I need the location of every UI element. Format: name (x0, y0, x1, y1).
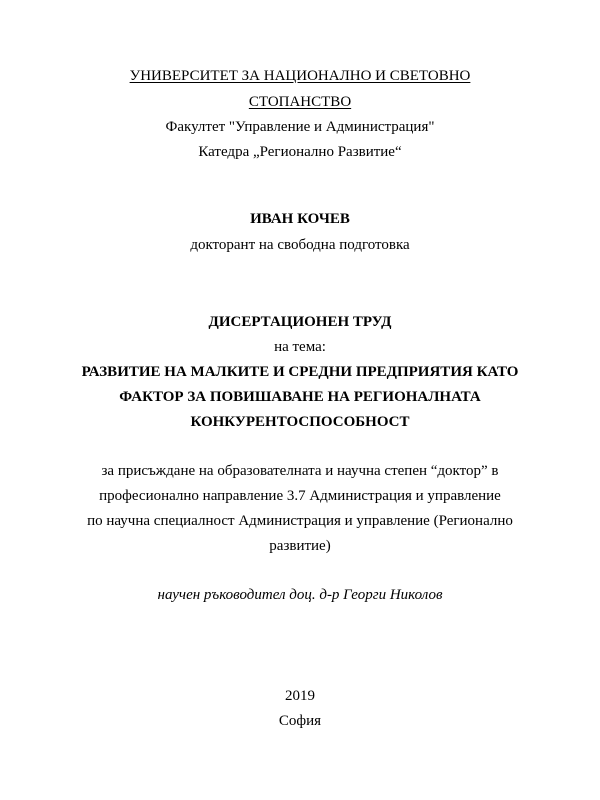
dissertation-title-line2: ФАКТОР ЗА ПОВИШАВАНЕ НА РЕГИОНАЛНАТА (119, 389, 481, 405)
purpose-line1: за присъждане на образователната и научна степен “доктор” в (101, 463, 499, 479)
dissertation-title-line1: РАЗВИТИЕ НА МАЛКИТЕ И СРЕДНИ ПРЕДПРИЯТИЯ КАТО (81, 364, 519, 380)
university-name-line2: СТОПАНСТВО (248, 94, 352, 110)
city: София (278, 713, 322, 729)
topic-intro: на тема: (274, 339, 326, 355)
purpose-line3: по научна специалност Администрация и управление (Регионално (87, 513, 513, 529)
purpose-line2: професионално направление 3.7 Администрация и управление (99, 488, 501, 504)
department-name: Катедра „Регионално Развитие“ (198, 144, 402, 160)
faculty-name: Факултет "Управление и Администрация" (165, 119, 435, 135)
dissertation-title-line3: КОНКУРЕНТОСПОСОБНОСТ (190, 414, 410, 430)
dissertation-label: ДИСЕРТАЦИОНЕН ТРУД (208, 314, 392, 330)
year: 2019 (285, 688, 315, 704)
author-name: ИВАН КОЧЕВ (250, 211, 350, 227)
university-name-line1: УНИВЕРСИТЕТ ЗА НАЦИОНАЛНО И СВЕТОВНО (129, 68, 471, 84)
author-role: докторант на свободна подготовка (190, 237, 410, 253)
supervisor: научен ръководител доц. д-р Георги Николов (157, 587, 443, 603)
purpose-line4: развитие) (269, 538, 331, 554)
